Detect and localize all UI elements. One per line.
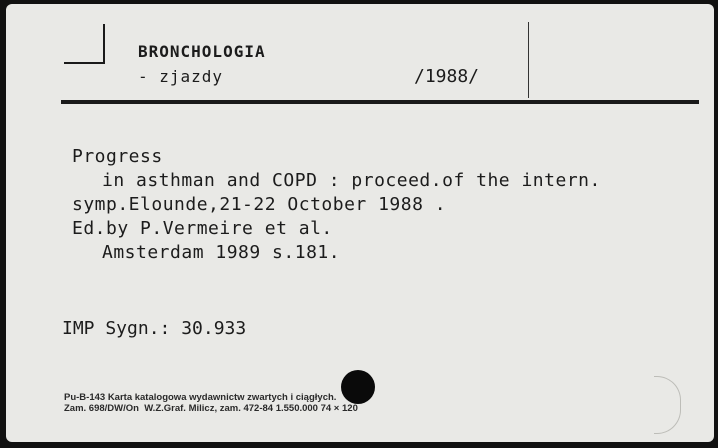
year-label: /1988/ (414, 66, 480, 87)
corner-mark-horizontal (64, 62, 105, 64)
catalog-card (6, 4, 714, 442)
footer-line-2: Zam. 698/DW/On W.Z.Graf. Milicz, zam. 472-84 1.550.000 74 × 120 (64, 403, 358, 414)
entry-symposium: symp.Elounde,21-22 October 1988 . (72, 194, 447, 215)
card-footer (64, 392, 358, 414)
header-separator (528, 22, 529, 98)
subject-subdivision: - zjazdy (138, 67, 224, 86)
paper-curl (654, 376, 681, 434)
subject-heading: BRONCHOLOGIA (138, 42, 266, 61)
entry-imprint: Amsterdam 1989 s.181. (102, 242, 341, 263)
punch-hole (341, 370, 375, 404)
call-number: IMP Sygn.: 30.933 (62, 318, 247, 339)
corner-mark-vertical (103, 24, 105, 64)
header-rule (61, 100, 699, 104)
entry-title-continued: in asthman and COPD : proceed.of the intern. (102, 170, 601, 191)
footer-line-1: Pu-B-143 Karta katalogowa wydawnictw zwartych i ciągłych. (64, 392, 337, 403)
entry-editor: Ed.by P.Vermeire et al. (72, 218, 333, 239)
entry-title: Progress (72, 146, 163, 167)
